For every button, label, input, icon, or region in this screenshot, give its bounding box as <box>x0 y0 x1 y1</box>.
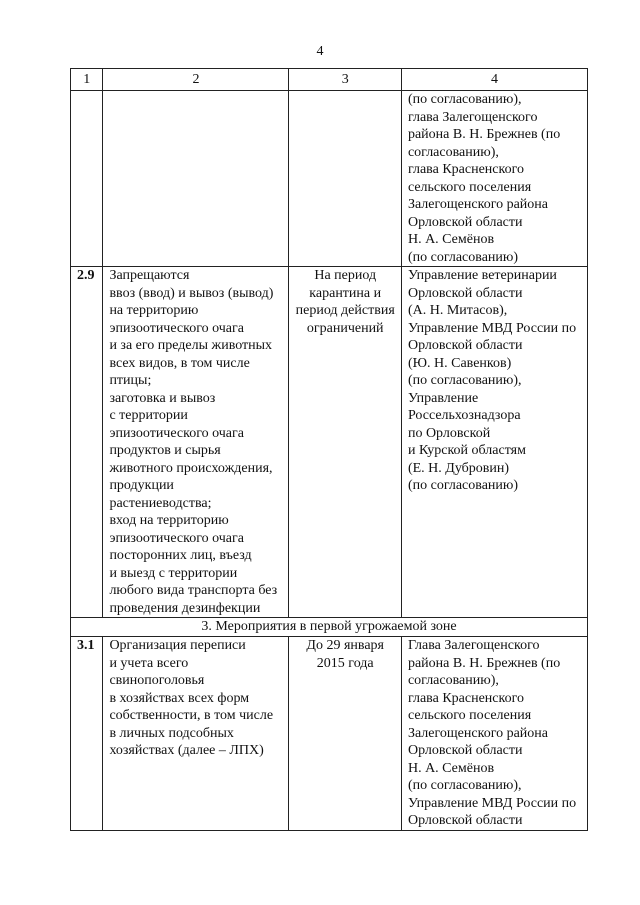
term-cell: На период карантина и период действия ограничений <box>289 267 401 618</box>
table-row-3-1 <box>71 637 588 831</box>
row-number: 2.9 <box>71 267 103 618</box>
continuation-num-cell <box>71 91 103 267</box>
header-col-4: 4 <box>401 69 587 91</box>
term-cell: До 29 января 2015 года <box>289 637 401 831</box>
page-number: 4 <box>316 44 324 59</box>
responsible-cell: Управление ветеринарии Орловской области (А. Н. Митасов), Управление МВД России по Орловской области (Ю. Н. Савенков) (по согласованию), Управление Россельхознадзора по Орловской и Курской областям (Е. Н. Дубровин) (по согласованию) <box>401 267 587 618</box>
header-col-3: 3 <box>289 69 401 91</box>
continuation-measure-cell <box>103 91 289 267</box>
continuation-responsible-cell: (по согласованию), глава Залегощенского района В. Н. Брежнев (по согласованию), глава Красненского сельского поселения Залегощенского района Орловской области Н. А. Семёнов (по согласованию) <box>401 91 587 267</box>
responsible-cell: Глава Залегощенского района В. Н. Брежнев (по согласованию), глава Красненского сельского поселения Залегощенского района Орловской области Н. А. Семёнов (по согласованию), Управление МВД России по Орловской области <box>401 637 587 831</box>
section-row-3 <box>71 618 588 637</box>
measure-cell: Организация переписи и учета всего свинопоголовья в хозяйствах всех форм собственности, в том числе в личных подсобных хозяйствах (далее – ЛПХ) <box>103 637 289 831</box>
measures-table <box>70 68 588 831</box>
continuation-term-cell <box>289 91 401 267</box>
table-header-row <box>71 69 588 91</box>
table-row-continuation <box>71 91 588 267</box>
header-col-1: 1 <box>71 69 103 91</box>
section-title: 3. Мероприятия в первой угрожаемой зоне <box>71 618 588 637</box>
measure-cell: Запрещаются ввоз (ввод) и вывоз (вывод) на территорию эпизоотического очага и за его пределы животных всех видов, в том числе птицы; заготовка и вывоз с территории эпизоотического очага продуктов и сырья животного происхождения, продукции растениеводства; вход на территорию эпизоотического очага посторонних лиц, въезд и выезд с территории любого вида транспорта без проведения дезинфекции <box>103 267 289 618</box>
row-number: 3.1 <box>71 637 103 831</box>
table-row-2-9 <box>71 267 588 618</box>
header-col-2: 2 <box>103 69 289 91</box>
